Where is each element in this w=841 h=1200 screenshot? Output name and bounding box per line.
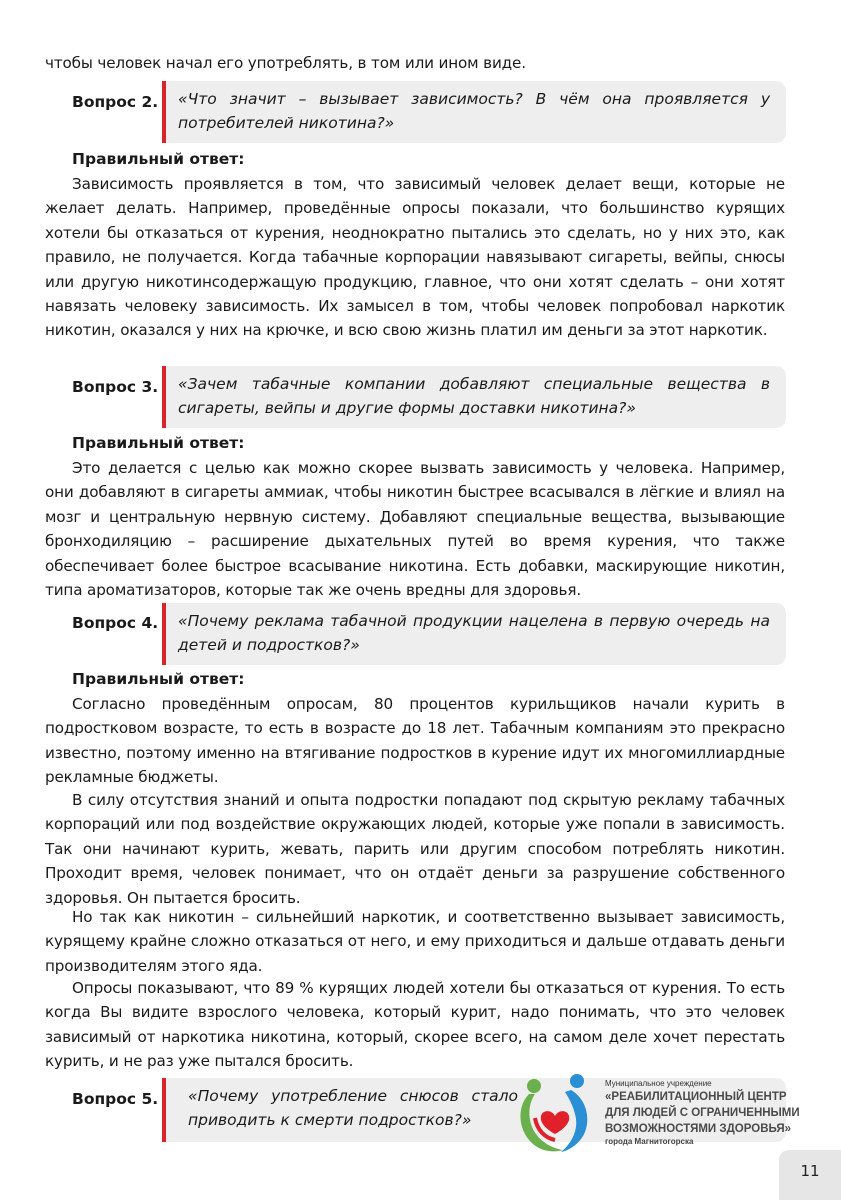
top-line: чтобы человек начал его употреблять, в том или ином виде. — [45, 54, 526, 72]
question-4-text: «Почему реклама табачной продукции нацелена в первую очередь на детей и подростков?» — [178, 612, 770, 654]
answer-label-4: Правильный ответ: — [72, 670, 245, 688]
question-4-label: Вопрос 4. — [72, 614, 159, 632]
answer-3-paragraph-1: Это делается с целью как можно скорее вызвать зависимость у человека. Например, они добавляют в сигареты аммиак, чтобы никотин быстрее всасывался в лёгкие и влиял на мозг и центральную нервную систему. Добавляют специальные вещества, вызывающие бронходиляцию – расширение дыхательных путей во время курения, что также обеспечивает более быстрое всасывание никотина. Есть добавки, маскирующие никотин, типа ароматизаторов, которые так же очень вредны для здоровья. — [45, 459, 785, 600]
answer-4-paragraph-2: В силу отсутствия знаний и опыта подростки попадают под скрытую рекламу табачных корпораций или под воздействие окружающих людей, которые уже попали в зависимость. Так они начинают курить, жевать, парить или другим способом потреблять никотин. Проходит время, человек понимает, что он отдаёт деньги за разрушение собственного здоровья. Он пытается бросить. — [45, 791, 785, 907]
question-4-box — [162, 603, 786, 665]
logo-line-city: города Магнитогорска — [605, 1137, 694, 1146]
answer-4-paragraph-4: Опросы показывают, что 89 % курящих людей хотели бы отказаться от курения. То есть когда Вы видите взрослого человека, который курит, надо понимать, что это человек зависимый от наркотика никотина, который, скорее всего, на самом деле хочет перестать курить, и не раз уже пытался бросить. — [45, 979, 785, 1071]
logo-line-small: Муниципальное учреждение — [605, 1079, 712, 1088]
logo-line-3: ВОЗМОЖНОСТЯМИ ЗДОРОВЬЯ» — [605, 1123, 791, 1135]
logo-line-2: ДЛЯ ЛЮДЕЙ С ОГРАНИЧЕННЫМИ — [605, 1107, 800, 1119]
question-2-text: «Что значит – вызывает зависимость? В чём она проявляется у потребителей никотина?» — [178, 90, 770, 132]
rehab-logo-graphic — [515, 1072, 591, 1154]
question-3-text: «Зачем табачные компании добавляют специальные вещества в сигареты, вейпы и другие формы доставки никотина?» — [178, 375, 770, 417]
answer-label-3: Правильный ответ: — [72, 434, 245, 452]
question-3-box — [162, 366, 786, 428]
question-2-box — [162, 81, 786, 143]
question-3-label: Вопрос 3. — [72, 378, 159, 396]
page-number: 11 — [800, 1162, 820, 1180]
page-number-box — [779, 1150, 841, 1200]
question-5-label: Вопрос 5. — [72, 1090, 159, 1108]
answer-2-paragraph-1: Зависимость проявляется в том, что зависимый человек делает вещи, которые не желает делать. Например, проведённые опросы показали, что большинство курящих хотели бы отказаться от курения, неоднократно пытались это сделать, но у них это, как правило, не получается. Когда табачные корпорации навязывают сигареты, вейпы, снюсы или другую никотинсодержащую продукцию, главное, что они хотят сделать – они хотят навязать человеку зависимость. Их замысел в том, чтобы человек попробовал наркотик никотин, оказался у них на крючке, и всю свою жизнь платил им деньги за этот наркотик. — [45, 175, 785, 340]
question-2-label: Вопрос 2. — [72, 93, 159, 111]
logo-line-1: «РЕАБИЛИТАЦИОННЫЙ ЦЕНТР — [605, 1091, 787, 1103]
rehab-center-logo — [515, 1072, 805, 1154]
answer-label-2: Правильный ответ: — [72, 150, 245, 168]
answer-4-paragraph-3: Но так как никотин – сильнейший наркотик, и соответственно вызывает зависимость, курящему крайне сложно отказаться от него, и ему приходиться и дальше отдавать деньги производителям этого яда. — [45, 908, 785, 975]
answer-4-paragraph-1: Согласно проведённым опросам, 80 процентов курильщиков начали курить в подростковом возрасте, то есть в возрасте до 18 лет. Табачным компаниям это прекрасно известно, поэтому именно на втягивание подростков в курение идут их многомиллиардные рекламные бюджеты. — [45, 695, 785, 787]
question-5-text: «Почему употребление снюсов стало приводить к смерти подростков?» — [188, 1087, 518, 1129]
